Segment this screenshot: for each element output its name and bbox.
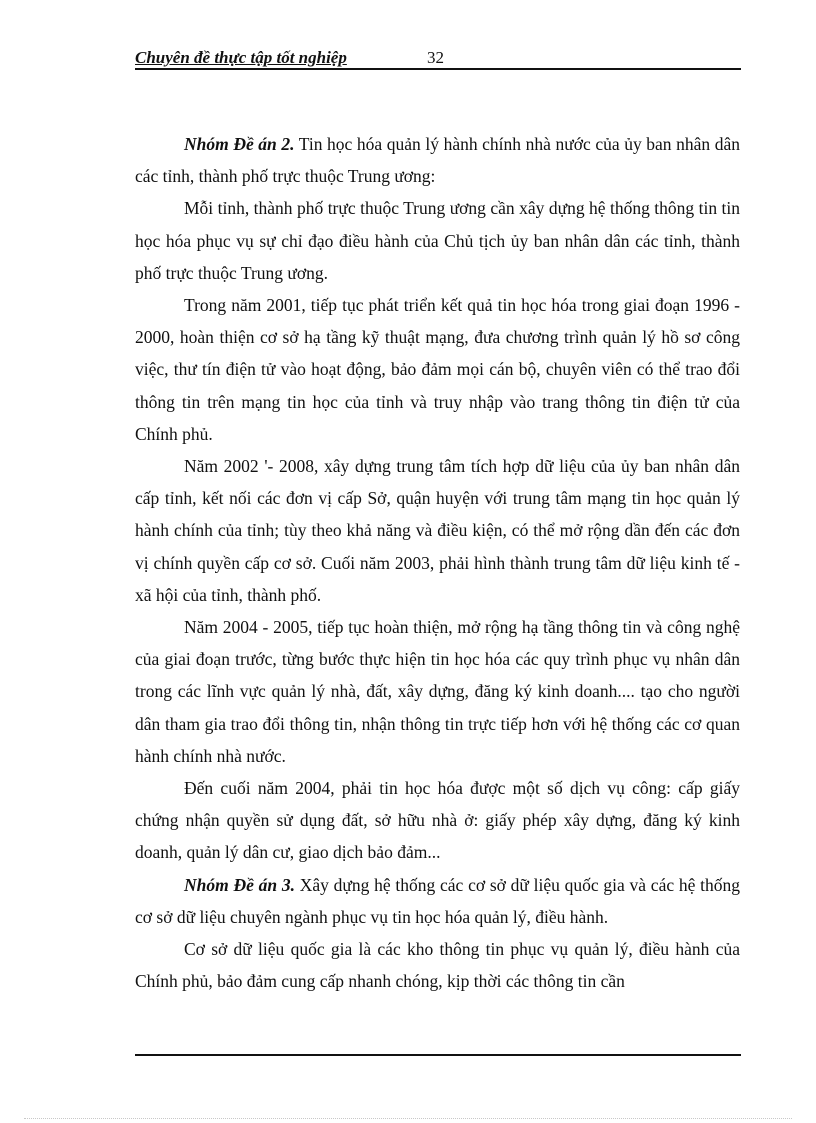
paragraph-8 bbox=[135, 933, 740, 997]
paragraph-4 bbox=[135, 450, 740, 611]
paragraph-text: Năm 2004 - 2005, tiếp tục hoàn thiện, mở rộng hạ tầng thông tin và công nghệ của giai đoạn trước, từng bước thực hiện tin học hóa các quy trình phục vụ nhân dân trong các lĩnh vực quản lý nhà, đất, xây dựng, đăng ký kinh doanh.... tạo cho người dân tham gia trao đổi thông tin, nhận thông tin trực tiếp hơn với hệ thống các cơ quan hành chính nhà nước. bbox=[135, 617, 740, 766]
paragraph-text: Cơ sở dữ liệu quốc gia là các kho thông tin phục vụ quản lý, điều hành của Chính phủ, bảo đảm cung cấp nhanh chóng, kịp thời các thông tin cần bbox=[135, 939, 740, 992]
paragraph-text: Xây dựng hệ thống các cơ sở dữ liệu quốc gia và các hệ thống cơ sở dữ liệu chuyên ngành phục vụ tin học hóa quản lý, điều hành. bbox=[135, 874, 740, 927]
page-header bbox=[135, 48, 741, 70]
paragraph-text: Mỗi tỉnh, thành phố trực thuộc Trung ương cần xây dựng hệ thống thông tin tin học hóa phục vụ sự chỉ đạo điều hành của Chủ tịch ủy ban nhân dân các tỉnh, thành phố trực thuộc Trung ương. bbox=[135, 198, 740, 283]
paragraph-6 bbox=[135, 772, 740, 869]
footer-rule bbox=[135, 1054, 741, 1056]
document-title: Chuyên đề thực tập tốt nghiệp bbox=[135, 48, 347, 67]
section-lead-3: Nhóm Đề án 3. bbox=[184, 874, 295, 895]
paragraph-2 bbox=[135, 192, 740, 289]
paragraph-1 bbox=[135, 128, 740, 192]
paragraph-text: Năm 2002 '- 2008, xây dựng trung tâm tích hợp dữ liệu của ủy ban nhân dân cấp tỉnh, kết nối các đơn vị cấp Sở, quận huyện với trung tâm mạng tin học quản lý hành chính của tỉnh; tùy theo khả năng và điều kiện, có thể mở rộng dần đến các đơn vị chính quyền cấp cơ sở. Cuối năm 2003, phải hình thành trung tâm dữ liệu kinh tế - xã hội của tỉnh, thành phố. bbox=[135, 456, 740, 605]
paragraph-text: Đến cuối năm 2004, phải tin học hóa được một số dịch vụ công: cấp giấy chứng nhận quyền sử dụng đất, sở hữu nhà ở: giấy phép xây dựng, đăng ký kinh doanh, quản lý dân cư, giao dịch bảo đảm... bbox=[135, 778, 740, 863]
paragraph-text: Trong năm 2001, tiếp tục phát triển kết quả tin học hóa trong giai đoạn 1996 - 2000, hoàn thiện cơ sở hạ tầng kỹ thuật mạng, đưa chương trình quản lý hồ sơ công việc, thư tín điện tử vào hoạt động, bảo đảm mọi cán bộ, chuyên viên có thể trao đổi thông tin trên mạng tin học của tỉnh và truy nhập vào trang thông tin điện tử của Chính phủ. bbox=[135, 295, 740, 444]
page-number: 32 bbox=[427, 48, 444, 67]
section-lead-2: Nhóm Đề án 2. bbox=[184, 134, 295, 154]
page-edge-divider bbox=[24, 1118, 792, 1119]
paragraph-text: Tin học hóa quản lý hành chính nhà nước của ủy ban nhân dân các tỉnh, thành phố trực thuộc Trung ương: bbox=[135, 134, 741, 187]
paragraph-5 bbox=[135, 611, 740, 772]
paragraph-7 bbox=[135, 869, 740, 933]
paragraph-3 bbox=[135, 289, 740, 450]
document-body bbox=[135, 128, 740, 997]
